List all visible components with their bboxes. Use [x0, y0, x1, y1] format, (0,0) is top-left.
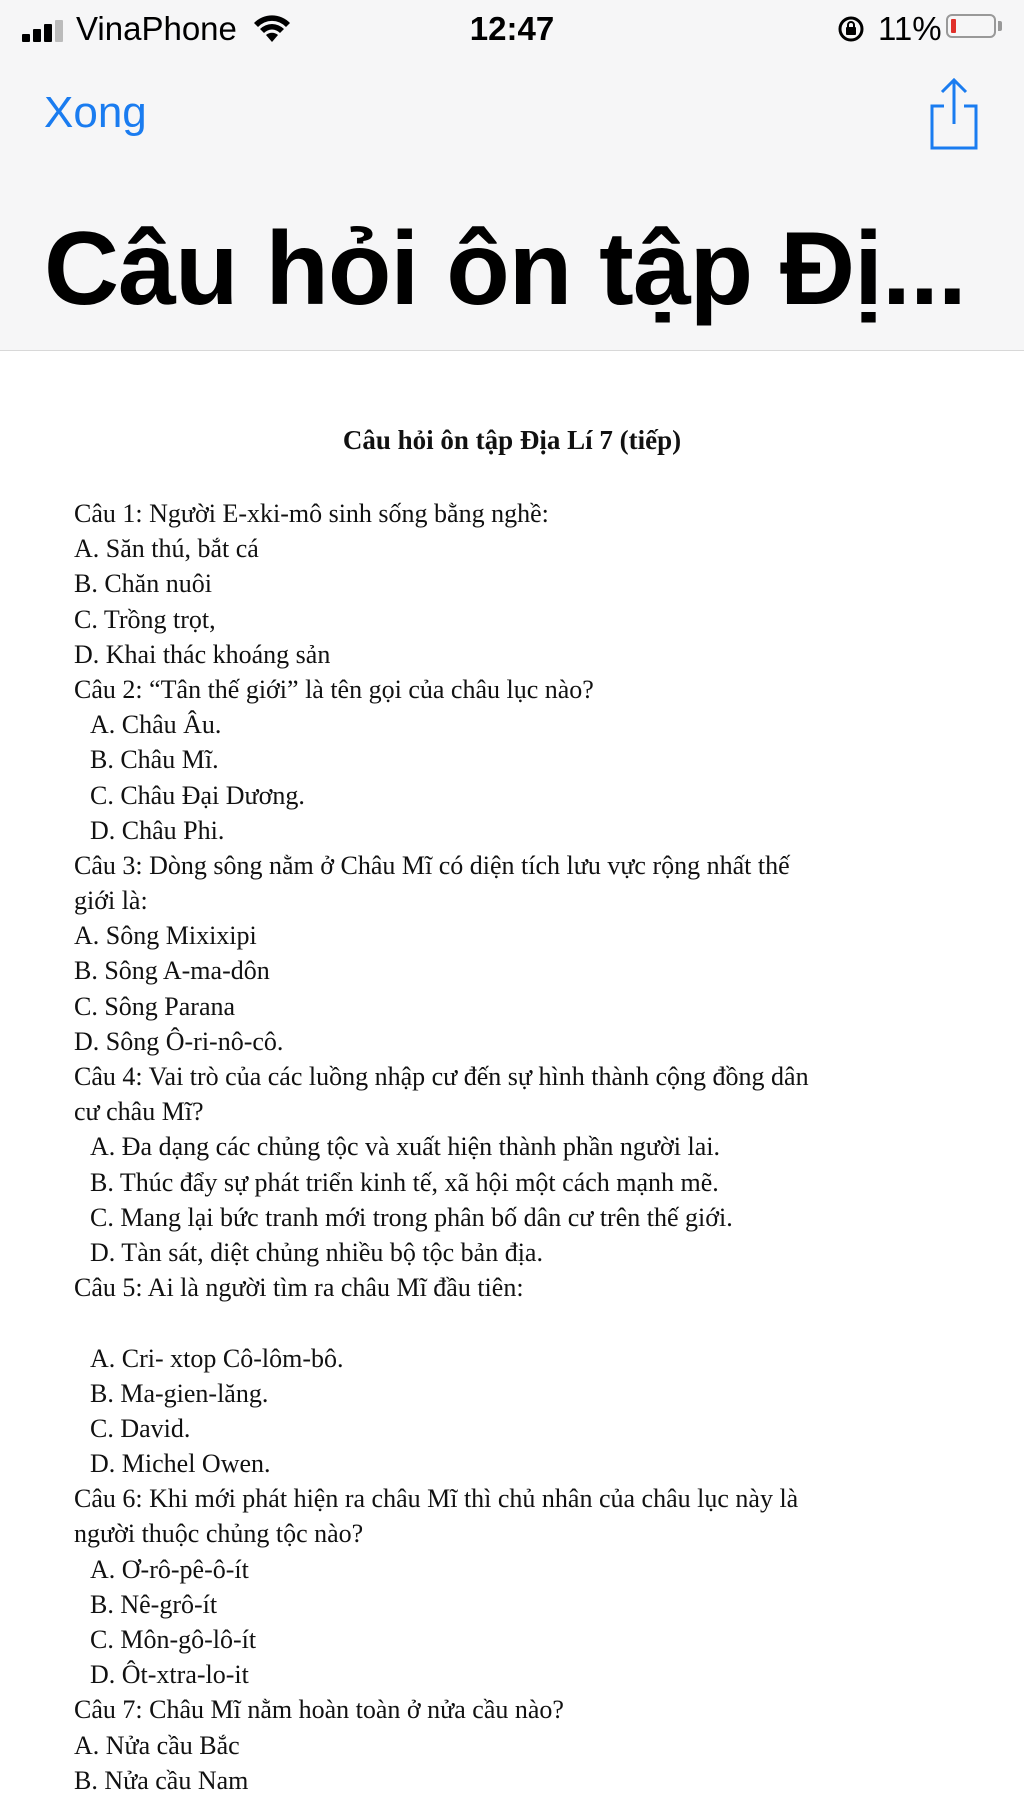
page-title: Câu hỏi ôn tập Đị...: [44, 211, 966, 327]
document-line: Câu 3: Dòng sông nằm ở Châu Mĩ có diện tích lưu vực rộng nhất thế: [74, 850, 790, 880]
document-line: người thuộc chủng tộc nào?: [74, 1519, 364, 1549]
document-line: A. Đa dạng các chủng tộc và xuất hiện thành phần người lai.: [90, 1132, 720, 1162]
document-line: D. Châu Phi.: [90, 815, 225, 845]
document-line: D. Ôt-xtra-lo-it: [90, 1660, 249, 1690]
document-line: Câu 7: Châu Mĩ nằm hoàn toàn ở nửa cầu nào?: [74, 1695, 564, 1725]
document-line: Câu 6: Khi mới phát hiện ra châu Mĩ thì chủ nhân của châu lục này là: [74, 1484, 799, 1514]
document-title: Câu hỏi ôn tập Địa Lí 7 (tiếp): [342, 425, 682, 455]
document-line: A. Nửa cầu Bắc: [74, 1730, 240, 1760]
document-line: cư châu Mĩ?: [74, 1097, 204, 1127]
document-line: giới là:: [74, 886, 148, 916]
share-icon[interactable]: [926, 76, 982, 152]
document-line: D. Michel Owen.: [90, 1449, 271, 1479]
document-line: B. Thúc đẩy sự phát triển kinh tế, xã hội một cách mạnh mẽ.: [90, 1167, 719, 1197]
document-line: Câu 1: Người E-xki-mô sinh sống bằng nghề:: [74, 499, 549, 528]
battery-icon: [946, 14, 996, 38]
document-line: D. Khai thác khoáng sản: [74, 639, 331, 669]
battery-percentage: 11%: [878, 10, 942, 47]
document-line: C. Trồng trọt,: [74, 604, 216, 634]
document-line: B. Ma-gien-lăng.: [90, 1378, 269, 1408]
carrier-name: VinaPhone: [76, 10, 237, 47]
document-view[interactable]: [0, 351, 1024, 1820]
document-line: B. Sông A-ma-dôn: [74, 956, 270, 986]
document-line: A. Ơ-rô-pê-ô-ít: [90, 1554, 249, 1584]
document-body: [74, 496, 954, 1798]
status-bar: [0, 0, 1024, 58]
navigation-bar: [0, 58, 1024, 351]
document-line: B. Nê-grô-ít: [90, 1589, 218, 1619]
document-line: A. Châu Âu.: [90, 710, 222, 740]
document-line: C. David.: [90, 1413, 191, 1443]
document-line: C. Môn-gô-lô-ít: [90, 1625, 257, 1654]
document-line: D. Tàn sát, diệt chủng nhiều bộ tộc bản địa.: [90, 1237, 543, 1267]
done-button[interactable]: Xong: [44, 88, 147, 137]
document-line: C. Sông Parana: [74, 991, 236, 1021]
document-line: D. Sông Ô-ri-nô-cô.: [74, 1026, 284, 1056]
document-line: Câu 2: “Tân thế giới” là tên gọi của châu lục nào?: [74, 674, 594, 704]
document-line: Câu 4: Vai trò của các luồng nhập cư đến sự hình thành cộng đồng dân: [74, 1062, 809, 1091]
rotation-lock-icon: [836, 14, 866, 44]
document-line: B. Chăn nuôi: [74, 569, 212, 599]
clock: 12:47: [469, 10, 555, 47]
document-line: A. Cri- xtop Cô-lôm-bô.: [90, 1343, 344, 1373]
document-line: A. Sông Mixixipi: [74, 921, 257, 951]
document-line: B. Châu Mĩ.: [90, 745, 219, 775]
document-line: C. Mang lại bức tranh mới trong phân bố dân cư trên thế giới.: [90, 1202, 733, 1232]
document-line: B. Nửa cầu Nam: [74, 1765, 249, 1795]
document-line: A. Săn thú, bắt cá: [74, 534, 259, 564]
document-line: Câu 5: Ai là người tìm ra châu Mĩ đầu tiên:: [74, 1273, 524, 1303]
battery-tip: [998, 21, 1002, 31]
document-line: C. Châu Đại Dương.: [90, 780, 305, 810]
document-line: [74, 1305, 954, 1340]
